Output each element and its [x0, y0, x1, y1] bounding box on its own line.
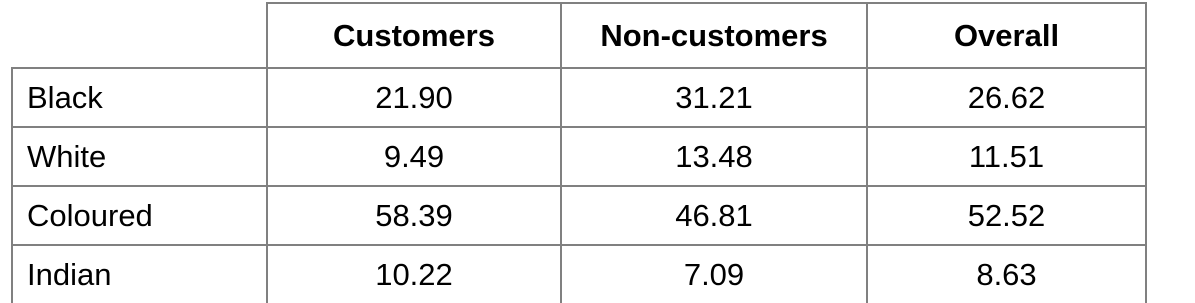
header-overall: Overall [867, 3, 1146, 68]
cell-non-customers: 31.21 [561, 68, 867, 127]
cell-overall: 11.51 [867, 127, 1146, 186]
cell-non-customers: 13.48 [561, 127, 867, 186]
header-customers: Customers [267, 3, 561, 68]
row-label: Black [12, 68, 267, 127]
cell-overall: 8.63 [867, 245, 1146, 303]
cell-customers: 10.22 [267, 245, 561, 303]
cell-overall: 52.52 [867, 186, 1146, 245]
cell-non-customers: 7.09 [561, 245, 867, 303]
header-row [12, 3, 1146, 68]
header-corner-cell [12, 3, 267, 68]
cell-customers: 21.90 [267, 68, 561, 127]
row-label: Coloured [12, 186, 267, 245]
cell-non-customers: 46.81 [561, 186, 867, 245]
cell-customers: 9.49 [267, 127, 561, 186]
cell-overall: 26.62 [867, 68, 1146, 127]
table-row-coloured [12, 186, 1146, 245]
row-label: Indian [12, 245, 267, 303]
cell-customers: 58.39 [267, 186, 561, 245]
table-row-black [12, 68, 1146, 127]
data-table [11, 2, 1147, 303]
header-non-customers: Non-customers [561, 3, 867, 68]
table-row-indian [12, 245, 1146, 303]
row-label: White [12, 127, 267, 186]
table-row-white [12, 127, 1146, 186]
